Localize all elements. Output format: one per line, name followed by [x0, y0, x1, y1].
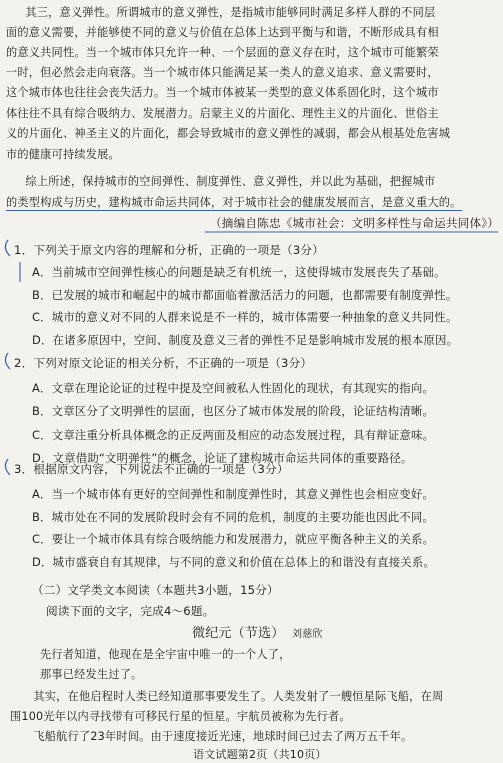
section-header: （二）文学类文本阅读（本题共3小题，15分）: [32, 583, 279, 597]
story-line: 其实，在他启程时人类已经知道那事要发生了。人类发射了一艘恒星际飞船，在周: [22, 690, 444, 703]
story-line: 飞船航行了23年时间。由于速度接近光速，地球时间已过去了两万五千年。: [22, 730, 413, 743]
summary-line: 的类型构成与历史，建构城市命运共同体，对于城市社会的健康发展而言，是意义重大的。: [6, 196, 462, 209]
pen-mark-q3: [5, 459, 10, 475]
option-c[interactable]: C．要让一个城市体具有综合吸纳能力和发展潜力，就应平衡各种主义的关系。: [32, 532, 435, 546]
passage-line: 这个城市体也往往会丧失活力。当一个城市体被某一类型的意义体系固化时，这个城市: [6, 86, 439, 99]
option-d[interactable]: D．城市盛衰自有其规律，与不同的意义和价值在总体上的和谐没有直接关系。: [32, 555, 436, 569]
story-line: 围100光年以内寻找带有可移民行星的恒星。宇航员被称为先行者。: [10, 710, 351, 723]
story-line: 那事已经发生过了。: [40, 668, 143, 681]
passage-line: 面的意义需要，并能够使不同的意义与价值在总体上达到平衡与和谐，不断形成具有相: [6, 26, 439, 39]
passage-line: 一时，但必然会走向衰落。当一个城市体只能满足某一类人的意义追求、意义需要时，: [6, 66, 439, 79]
option-a[interactable]: A．当前城市空间弹性核心的问题是缺乏有机统一，这使得城市发展丧失了基础。: [32, 265, 446, 279]
passage-line: 体往往不具有综合吸纳力、发展潜力。启蒙主义的片面化、理性主义的片面化、世俗主: [6, 107, 439, 120]
option-a[interactable]: A．文章在理论论证的过程中提及空间被私人性固化的现状，有其现实的指向。: [32, 381, 435, 395]
option-b[interactable]: B．文章区分了文明弹性的层面，也区分了城市体发展的阶段，论证结构清晰。: [32, 404, 435, 418]
option-d[interactable]: D．文章借助“文明弹性”的概念，论证了建构城市命运共同体的重要路径。: [32, 451, 413, 465]
option-d[interactable]: D．在诸多原因中，空间、制度及意义三者的弹性不足是影响城市发展的根本原因。: [32, 333, 459, 347]
instruction: 阅读下面的文字，完成4～6题。: [46, 604, 215, 618]
passage-line: 的意义共同性。当一个城市体只允许一种、一个层面的意义存在时，这个城市可能繁荣: [6, 46, 439, 59]
question-stem: 2．下列对原文论证的相关分析，不正确的一项是（3分）: [14, 356, 313, 370]
option-c[interactable]: C．城市的意义对不同的人群来说是不一样的，城市体需要一种抽象的意义共同性。: [32, 310, 458, 324]
page-footer: 语文试题第2页（共10页）: [193, 748, 327, 761]
story-author: 刘慈欣: [292, 629, 323, 640]
pen-mark-q1: [5, 240, 10, 256]
option-c[interactable]: C．文章注重分析具体概念的正反两面及相应的动态发展过程，具有辩证意味。: [32, 428, 435, 442]
passage-line: 义的片面化、神圣主义的片面化，都会导致城市的意义弹性的减弱，都会从根基处危害城: [6, 127, 451, 140]
option-b[interactable]: B．已发展的城市和崛起中的城市都面临着激活活力的问题，也都需要有制度弹性。: [32, 288, 458, 302]
summary-line: 综上所述，保持城市的空间弹性、制度弹性、意义弹性，并以此为基础，把握城市: [14, 175, 436, 188]
question-stem: 3．根据原文内容，下列说法不正确的一项是（3分）: [14, 462, 289, 476]
passage-line: 市的健康可持续发展。: [6, 148, 120, 161]
story-line: 先行者知道，他现在是全宇宙中唯一的一个人了，: [40, 648, 291, 661]
question-stem: 1．下列关于原文内容的理解和分析，正确的一项是（3分）: [14, 243, 324, 257]
passage-line: 其三，意义弹性。所谓城市的意义弹性，是指城市能够同时满足多样人群的不同层: [14, 6, 436, 19]
story-title: 微纪元（节选）: [192, 626, 285, 641]
citation: （摘编自陈忠《城市社会：文明多样性与命运共同体》）: [210, 216, 500, 230]
option-b[interactable]: B．城市处在不同的发展阶段时会有不同的危机，制度的主要功能也因此不同。: [32, 510, 435, 524]
pen-mark-q2: [5, 353, 10, 369]
option-a[interactable]: A．当一个城市体有更好的空间弹性和制度弹性时，其意义弹性也会相应变好。: [32, 487, 435, 501]
